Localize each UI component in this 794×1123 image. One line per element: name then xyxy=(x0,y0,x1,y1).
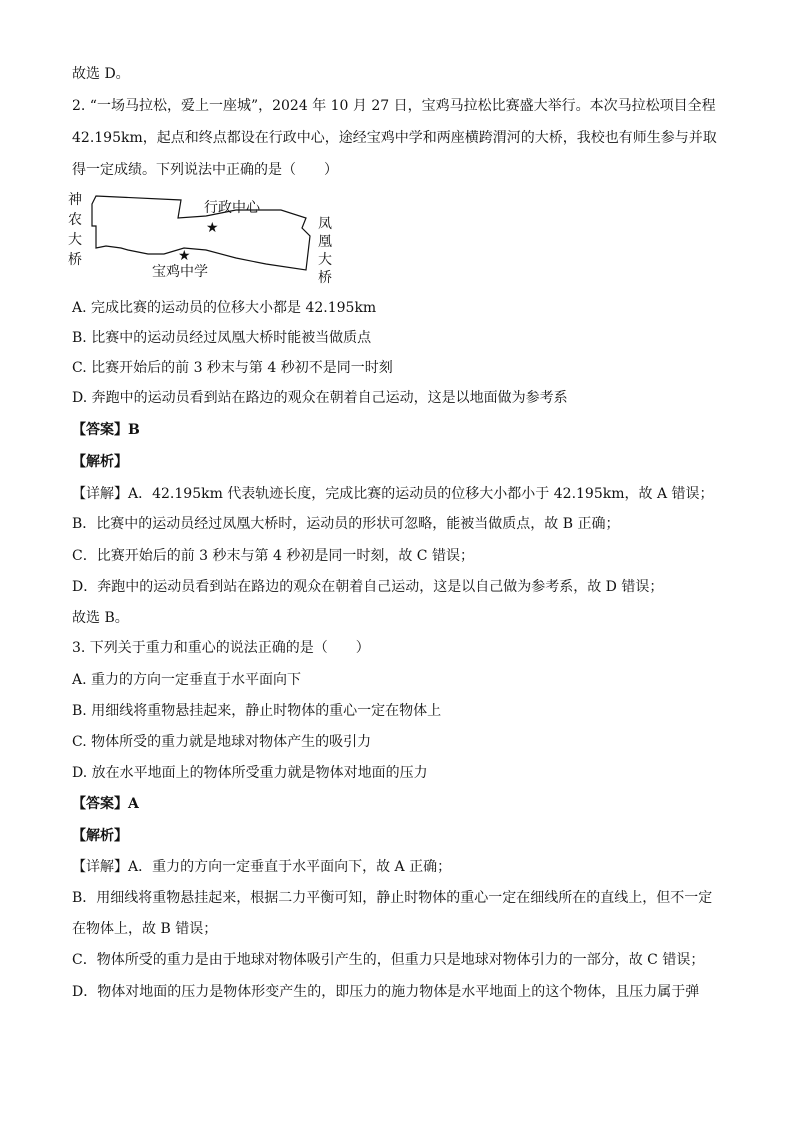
line-18: C. 物体所受的重力就是地球对物体产生的吸引力 xyxy=(72,734,372,750)
bridge-right-char-1: 凰 xyxy=(318,234,332,250)
line-7: D. 奔跑中的运动员看到站在路边的观众在朝着自己运动，这是以地面做为参考系 xyxy=(72,390,568,406)
line-3: 得一定成绩。下列说法中正确的是（ ） xyxy=(72,162,338,178)
bridge-right-char-3: 桥 xyxy=(318,270,332,286)
analysis-label-2: 【解析】 xyxy=(72,828,128,844)
line-17: B. 用细线将重物悬挂起来，静止时物体的重心一定在物体上 xyxy=(72,703,442,719)
bridge-right-char-2: 大 xyxy=(318,252,332,268)
line-26: D．物体对地面的压力是物体形变产生的，即压力的施力物体是水平地面上的这个物体，且压力属于弹 xyxy=(72,984,700,1000)
answer-label: 【答案】B xyxy=(72,422,140,438)
answer-label-2: 【答案】A xyxy=(72,796,139,812)
line-10: 【详解】A．42.195km 代表轨迹长度，完成比赛的运动员的位移大小都小于 42.195km，故 A 错误； xyxy=(72,486,714,502)
line-25: C．物体所受的重力是由于地球对物体吸引产生的，但重力只是地球对物体引力的一部分，故 C 错误； xyxy=(72,952,705,968)
marathon-route-figure xyxy=(66,188,366,288)
line-14: 故选 B。 xyxy=(72,610,129,626)
bridge-left-char-0: 神 xyxy=(68,192,82,208)
line-0: 故选 D。 xyxy=(72,66,130,82)
line-24: 在物体上，故 B 错误； xyxy=(72,921,218,937)
label-school: 宝鸡中学 xyxy=(152,264,208,280)
line-16: A. 重力的方向一定垂直于水平面向下 xyxy=(72,672,302,688)
label-admin-center: 行政中心 xyxy=(204,200,260,216)
line-1: 2. “一场马拉松，爱上一座城”，2024 年 10 月 27 日，宝鸡马拉松比赛盛大举行。本次马拉松项目全程 xyxy=(72,98,716,114)
star-school-icon: ★ xyxy=(178,248,191,264)
bridge-left-char-2: 大 xyxy=(68,232,82,248)
bridge-left-char-3: 桥 xyxy=(68,252,82,268)
line-4: A. 完成比赛的运动员的位移大小都是 42.195km xyxy=(72,300,377,316)
line-13: D．奔跑中的运动员看到站在路边的观众在朝着自己运动，这是以自己做为参考系，故 D 错误； xyxy=(72,579,664,595)
analysis-label: 【解析】 xyxy=(72,454,128,470)
line-22: 【详解】A．重力的方向一定垂直于水平面向下，故 A 正确； xyxy=(72,859,452,875)
line-15: 3. 下列关于重力和重心的说法正确的是（ ） xyxy=(72,640,370,656)
route-outline xyxy=(92,196,310,270)
bridge-right-char-0: 凤 xyxy=(318,216,332,232)
line-6: C. 比赛开始后的前 3 秒末与第 4 秒初不是同一时刻 xyxy=(72,360,393,376)
star-admin-icon: ★ xyxy=(206,220,219,236)
line-12: C．比赛开始后的前 3 秒末与第 4 秒初是同一时刻，故 C 错误； xyxy=(72,548,474,564)
line-19: D. 放在水平地面上的物体所受重力就是物体对地面的压力 xyxy=(72,765,428,781)
line-11: B．比赛中的运动员经过凤凰大桥时，运动员的形状可忽略，能被当做质点，故 B 正确； xyxy=(72,516,620,532)
bridge-left-char-1: 农 xyxy=(68,212,82,228)
line-2: 42.195km，起点和终点都设在行政中心，途经宝鸡中学和两座横跨渭河的大桥，我校也有师生参与并取 xyxy=(72,130,717,146)
line-5: B. 比赛中的运动员经过凤凰大桥时能被当做质点 xyxy=(72,330,372,346)
line-23: B．用细线将重物悬挂起来，根据二力平衡可知，静止时物体的重心一定在细线所在的直线上，但不一定 xyxy=(72,890,713,906)
